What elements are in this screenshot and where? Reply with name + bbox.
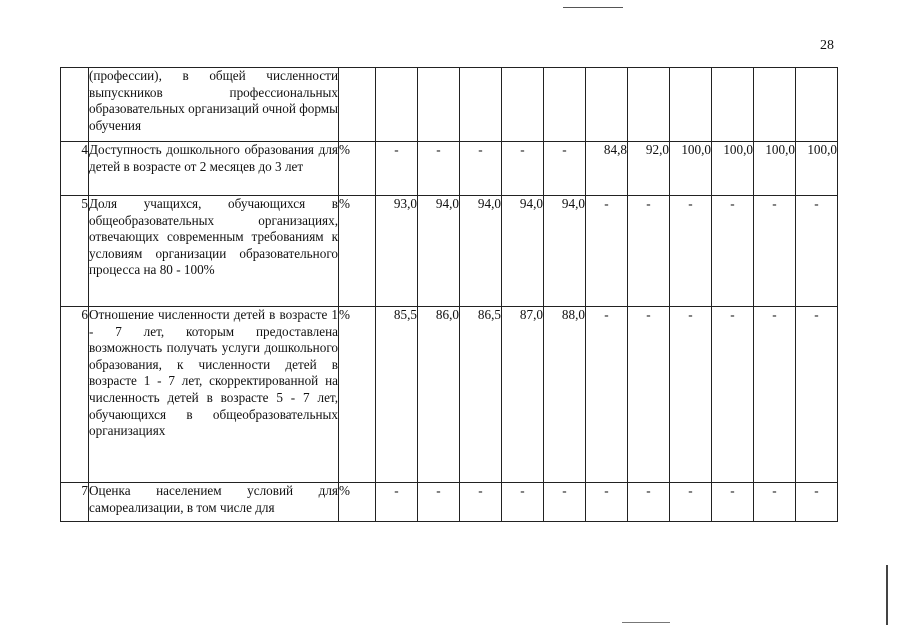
value-cell: - bbox=[544, 142, 586, 196]
value-cell: - bbox=[670, 307, 712, 483]
table-row-continuation bbox=[61, 68, 838, 142]
value-cell: 92,0 bbox=[628, 142, 670, 196]
indicator-name: Доступность дошкольного образования для детей в возрасте от 2 месяцев до 3 лет bbox=[89, 142, 339, 196]
value-cell bbox=[460, 68, 502, 142]
unit: % bbox=[339, 307, 376, 483]
value-cell bbox=[754, 68, 796, 142]
value-cell: - bbox=[712, 307, 754, 483]
value-cell bbox=[796, 68, 838, 142]
value-cell: - bbox=[502, 483, 544, 522]
row-number: 6 bbox=[61, 307, 89, 483]
value-cell: - bbox=[796, 307, 838, 483]
value-cell: 88,0 bbox=[544, 307, 586, 483]
indicator-continuation-text: (профессии), в общей численности выпускников профессиональных образовательных организаций очной формы обучения bbox=[89, 68, 339, 142]
value-cell: - bbox=[754, 307, 796, 483]
scan-artifact-edge-line bbox=[886, 565, 888, 625]
unit: % bbox=[339, 483, 376, 522]
value-cell: - bbox=[628, 307, 670, 483]
page-number: 28 bbox=[820, 38, 834, 53]
value-cell: - bbox=[712, 196, 754, 307]
value-cell bbox=[376, 68, 418, 142]
value-cell: - bbox=[628, 483, 670, 522]
value-cell: - bbox=[670, 483, 712, 522]
value-cell: - bbox=[586, 196, 628, 307]
value-cell: - bbox=[586, 307, 628, 483]
value-cell: 94,0 bbox=[544, 196, 586, 307]
value-cell: - bbox=[544, 483, 586, 522]
value-cell: - bbox=[796, 196, 838, 307]
value-cell: - bbox=[754, 196, 796, 307]
table-row bbox=[61, 196, 838, 307]
value-cell: 87,0 bbox=[502, 307, 544, 483]
value-cell bbox=[586, 68, 628, 142]
value-cell bbox=[544, 68, 586, 142]
value-cell: 94,0 bbox=[502, 196, 544, 307]
row-number: 4 bbox=[61, 142, 89, 196]
row-number: 7 bbox=[61, 483, 89, 522]
table-row bbox=[61, 483, 838, 522]
value-cell: - bbox=[376, 483, 418, 522]
value-cell: - bbox=[418, 142, 460, 196]
value-cell: - bbox=[460, 142, 502, 196]
value-cell: 100,0 bbox=[796, 142, 838, 196]
indicator-name: Отношение численности детей в возрасте 1 - 7 лет, которым предоставлена возможность получать услуги дошкольного образования, к численности детей в возрасте 1 - 7 лет, скорректированной на численность детей в возрасте 5 - 7 лет, обучающихся в общеобразовательных организациях bbox=[89, 307, 339, 483]
value-cell: 94,0 bbox=[418, 196, 460, 307]
value-cell: 86,0 bbox=[418, 307, 460, 483]
unit: % bbox=[339, 196, 376, 307]
value-cell bbox=[628, 68, 670, 142]
value-cell: - bbox=[502, 142, 544, 196]
scan-artifact-bottom-line bbox=[622, 622, 670, 623]
value-cell bbox=[418, 68, 460, 142]
indicator-name: Доля учащихся, обучающихся в общеобразовательных организациях, отвечающих современным требованиям к условиям организации образовательного процесса на 80 - 100% bbox=[89, 196, 339, 307]
row-number-cell bbox=[61, 68, 89, 142]
row-number: 5 bbox=[61, 196, 89, 307]
value-cell: - bbox=[586, 483, 628, 522]
value-cell: 100,0 bbox=[712, 142, 754, 196]
value-cell: - bbox=[418, 483, 460, 522]
value-cell: - bbox=[754, 483, 796, 522]
value-cell: 84,8 bbox=[586, 142, 628, 196]
value-cell: 86,5 bbox=[460, 307, 502, 483]
table-row bbox=[61, 307, 838, 483]
unit: % bbox=[339, 142, 376, 196]
indicators-table bbox=[60, 67, 838, 522]
value-cell: 94,0 bbox=[460, 196, 502, 307]
value-cell bbox=[502, 68, 544, 142]
value-cell: 85,5 bbox=[376, 307, 418, 483]
value-cell: 100,0 bbox=[754, 142, 796, 196]
scan-artifact-top-line bbox=[563, 7, 623, 8]
value-cell bbox=[712, 68, 754, 142]
table-row bbox=[61, 142, 838, 196]
unit-cell bbox=[339, 68, 376, 142]
indicator-name: Оценка населением условий для самореализации, в том числе для bbox=[89, 483, 339, 522]
value-cell: - bbox=[796, 483, 838, 522]
value-cell: - bbox=[376, 142, 418, 196]
value-cell: 93,0 bbox=[376, 196, 418, 307]
value-cell: - bbox=[712, 483, 754, 522]
value-cell: - bbox=[628, 196, 670, 307]
value-cell: - bbox=[670, 196, 712, 307]
value-cell: 100,0 bbox=[670, 142, 712, 196]
value-cell bbox=[670, 68, 712, 142]
value-cell: - bbox=[460, 483, 502, 522]
